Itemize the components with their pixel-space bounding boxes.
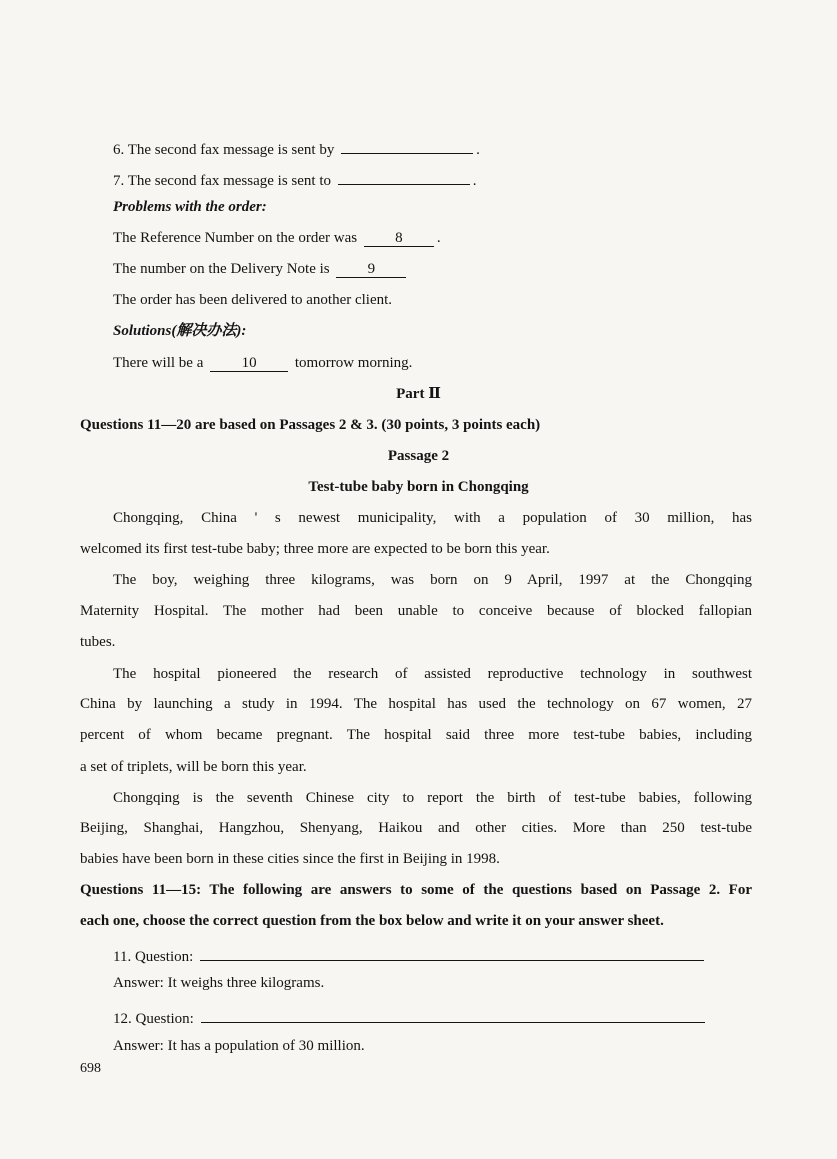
passage-line: welcomed its first test-tube baby; three more are expected to be born this year. bbox=[80, 541, 550, 557]
reference-number-text: The Reference Number on the order was bbox=[113, 230, 358, 246]
blank-9[interactable]: 9 bbox=[336, 259, 406, 278]
reference-number-period: . bbox=[436, 230, 441, 246]
blank-10[interactable]: 10 bbox=[210, 353, 288, 372]
answer-12: Answer: It has a population of 30 million. bbox=[113, 1038, 365, 1054]
passage-line: The hospital pioneered the research of assisted reproductive technology in southwest bbox=[113, 666, 752, 682]
question-11-label: 11. Question: bbox=[113, 949, 194, 965]
passage-line: Beijing, Shanghai, Hangzhou, Shenyang, Haikou and other cities. More than 250 test-tube bbox=[80, 820, 752, 836]
question-6-text: 6. The second fax message is sent by bbox=[113, 142, 335, 158]
passage-line: Chongqing, China ' s newest municipality, with a population of 30 million, has bbox=[113, 510, 752, 526]
question-12-label: 12. Question: bbox=[113, 1011, 194, 1027]
question-7-blank[interactable] bbox=[338, 166, 470, 185]
tomorrow-after: tomorrow morning. bbox=[294, 355, 413, 371]
passage-line: Chongqing is the seventh Chinese city to report the birth of test-tube babies, following bbox=[113, 790, 752, 806]
answer-11: Answer: It weighs three kilograms. bbox=[113, 975, 325, 991]
passage-line: babies have been born in these cities since the first in Beijing in 1998. bbox=[80, 851, 500, 867]
tomorrow-line bbox=[113, 353, 412, 373]
passage-line: tubes. bbox=[80, 634, 116, 650]
passage-title: Test-tube baby born in Chongqing bbox=[308, 479, 529, 495]
passage-line: percent of whom became pregnant. The hospital said three more test-tube babies, including bbox=[80, 727, 752, 743]
questions-intro: Questions 11—15: The following are answers to some of the questions based on Passage 2. For bbox=[80, 882, 752, 898]
passage-line: The boy, weighing three kilograms, was born on 9 April, 1997 at the Chongqing bbox=[113, 572, 752, 588]
passage-label: Passage 2 bbox=[387, 448, 450, 464]
problems-heading: Problems with the order: bbox=[113, 199, 267, 215]
question-11-blank[interactable] bbox=[200, 942, 704, 961]
passage-line: Maternity Hospital. The mother had been unable to conceive because of blocked fallopian bbox=[80, 603, 752, 619]
part-title: Part Ⅱ bbox=[396, 386, 441, 402]
question-6-blank[interactable] bbox=[341, 135, 473, 154]
question-7-period: . bbox=[472, 173, 477, 189]
page-number: 698 bbox=[80, 1061, 101, 1076]
question-12-blank[interactable] bbox=[201, 1004, 705, 1023]
delivery-note-line bbox=[113, 259, 409, 279]
questions-intro: each one, choose the correct question from the box below and write it on your answer sheet. bbox=[80, 913, 664, 929]
tomorrow-before: There will be a bbox=[113, 355, 204, 371]
delivery-note-text: The number on the Delivery Note is bbox=[113, 261, 330, 277]
part-instructions: Questions 11—20 are based on Passages 2 & 3. (30 points, 3 points each) bbox=[80, 417, 541, 433]
question-7-text: 7. The second fax message is sent to bbox=[113, 173, 332, 189]
reference-number-line bbox=[113, 228, 441, 248]
question-6-period: . bbox=[476, 142, 480, 158]
question-6 bbox=[113, 135, 480, 160]
question-11 bbox=[113, 942, 707, 967]
question-12 bbox=[113, 1004, 708, 1029]
question-7 bbox=[113, 166, 477, 191]
delivered-line: The order has been delivered to another client. bbox=[113, 292, 393, 308]
blank-8[interactable]: 8 bbox=[364, 228, 434, 247]
passage-line: a set of triplets, will be born this year. bbox=[80, 759, 307, 775]
passage-line: China by launching a study in 1994. The hospital has used the technology on 67 women, 27 bbox=[80, 696, 752, 712]
solutions-heading: Solutions(解决办法): bbox=[113, 323, 247, 339]
